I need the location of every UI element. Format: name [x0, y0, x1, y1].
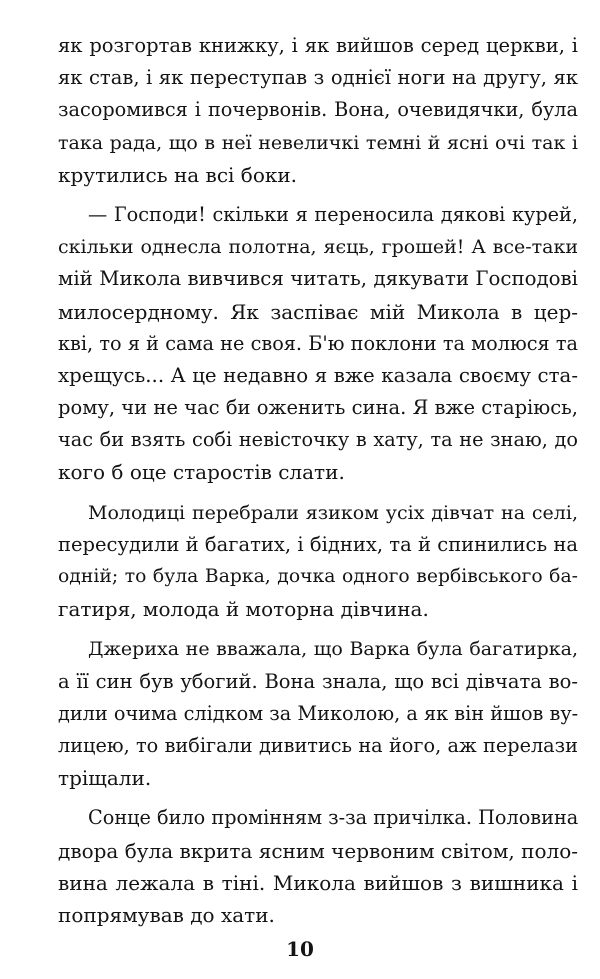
text-line: кого б оце старостів слати.	[58, 460, 345, 485]
text-line: милосердному. Як заспіває мій Микола в цер-	[58, 299, 578, 324]
text-line: мій Микола вивчився читать, дякувати Господові	[58, 267, 578, 291]
text-line: хрещусь... А це недавно я вже казала своєму ста-	[58, 363, 578, 387]
text-line: тріщали.	[58, 766, 152, 791]
text-line: лицею, то вибігали дивитись на його, аж перелази	[58, 733, 578, 757]
page-number: 10	[286, 937, 314, 961]
text-line: — Господи! скільки я переносила дякові курей,	[88, 202, 578, 226]
text-line: як став, і як переступав з однієї ноги на другу, як	[58, 66, 578, 90]
paragraph-1	[58, 30, 578, 191]
text-line: одній; то була Варка, дочка одного вербівського ба-	[58, 566, 578, 587]
text-line: Молодиці перебрали язиком усіх дівчат на селі,	[88, 501, 578, 524]
text-line: гатиря, молода й моторна дівчина.	[58, 597, 429, 622]
text-line: засоромився і почервонів. Вона, очевидячки, була	[58, 98, 578, 122]
text-line: крутились на всі боки.	[58, 162, 298, 187]
text-line: попрямував до хати.	[58, 902, 275, 927]
text-line: Джериха не вважала, що Варка була багатирка,	[88, 638, 578, 661]
paragraph-4	[58, 633, 578, 794]
text-line: дили очима слідком за Миколою, а як він йшов ву-	[58, 701, 579, 725]
text-line: кві, то я й сама не своя. Б'ю поклони та молюся та	[58, 331, 578, 355]
text-line: Сонце било промінням з-за причілка. Половина	[88, 806, 579, 830]
paragraph-3	[58, 497, 578, 626]
text-line: пересудили й багатих, і бідних, та й спинились на	[58, 532, 578, 556]
text-line: рому, чи не час би оженить сина. Я вже старіюсь,	[58, 396, 578, 420]
text-line: як розгортав книжку, і як вийшов серед церкви, і	[58, 34, 578, 57]
body-text	[58, 30, 578, 939]
text-line: двора була вкрита ясним червоним світом, поло-	[58, 838, 578, 863]
paragraph-2	[58, 199, 578, 489]
text-line: скільки однесла полотна, яєць, грошей! А все-таки	[58, 236, 578, 259]
text-line: час би взять собі невісточку в хату, та не знаю, до	[58, 428, 578, 452]
text-line: така рада, що в неї невеличкі темні й ясні очі так і	[58, 131, 578, 154]
text-line: а її син був убогий. Вона знала, що всі дівчата во-	[58, 669, 578, 693]
text-line: вина лежала в тіні. Микола вийшов з вишника і	[58, 870, 578, 895]
paragraph-5	[58, 802, 578, 931]
